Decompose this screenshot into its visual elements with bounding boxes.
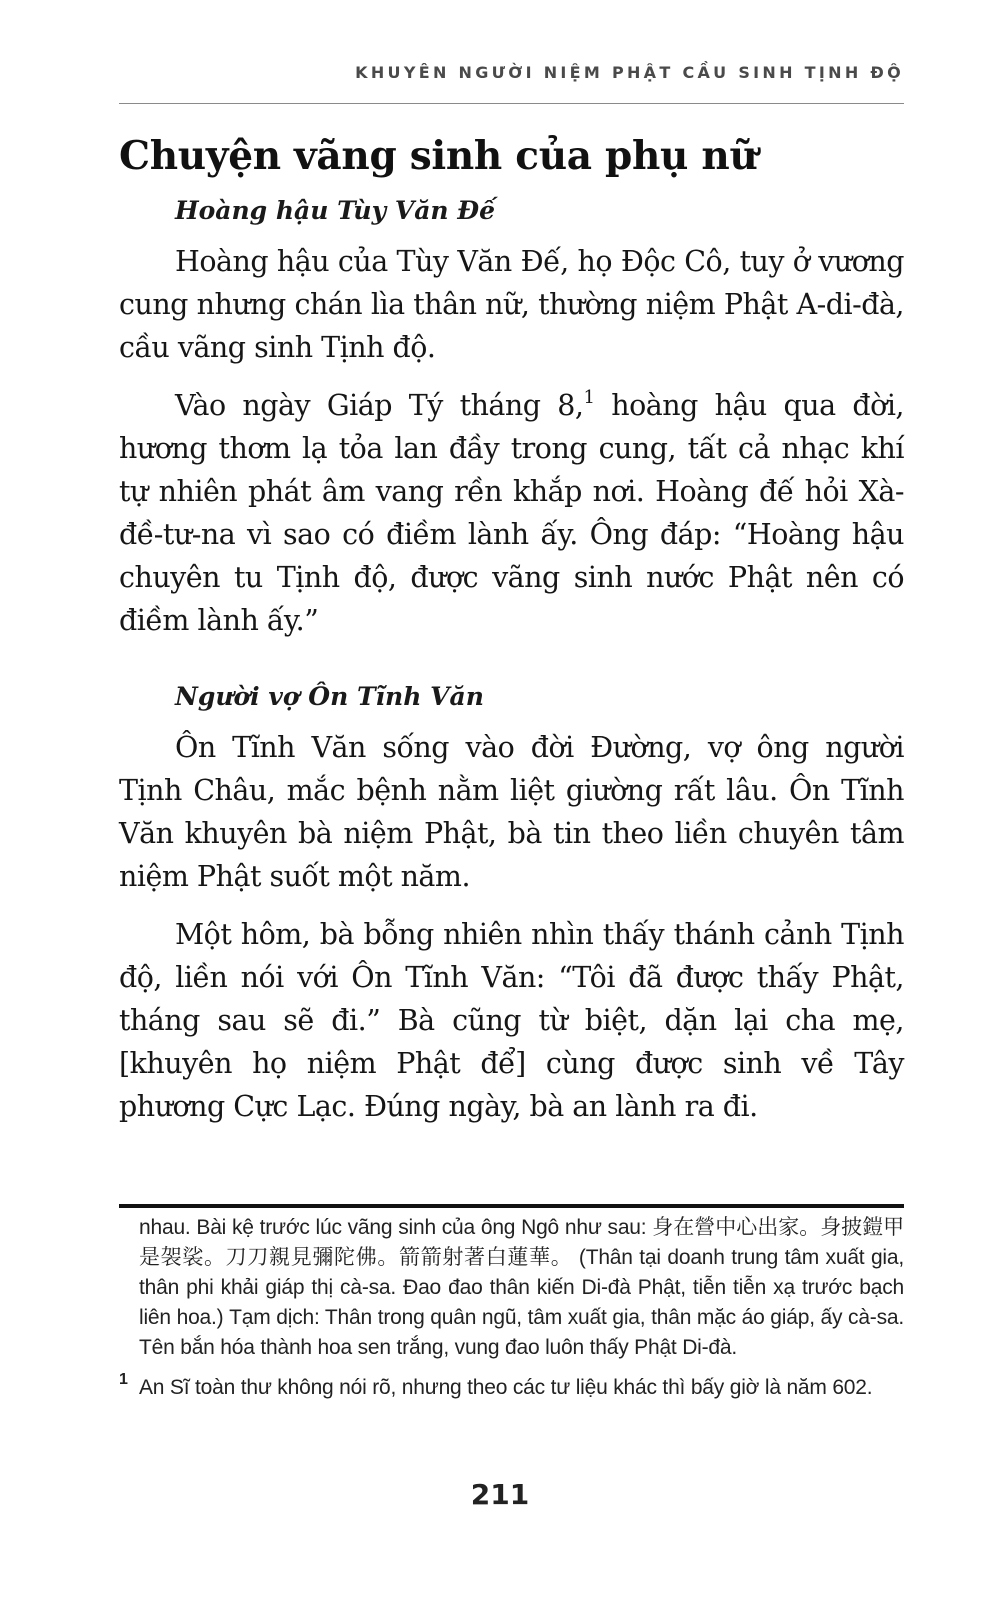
section-title-wife: Người vợ Ôn Tĩnh Văn bbox=[175, 682, 484, 711]
paragraph: Một hôm, bà bỗng nhiên nhìn thấy thánh cảnh Tịnh độ, liền nói với Ôn Tĩnh Văn: “Tôi đã được thấy Phật, tháng sau sẽ đi.” Bà cũng từ biệt, dặn lại cha mẹ, [khuyên họ niệm Phật để] cùng được sinh về Tây phương Cực Lạc. Đúng ngày, bà an lành ra đi. bbox=[119, 918, 904, 1123]
footnote-continued: nhau. Bài kệ trước lúc vãng sinh của ông Ngô như sau: 身在營中心出家。身披鎧甲是袈裟。刀刀親見彌陀佛。箭箭射著白蓮華。 (Thân tại doanh trung tâm xuất gia, thân phi khải giáp thị cà-sa. Đao đao thân kiến Di-đà Phật, tiễn tiễn xạ trước bạch liên hoa.) Tạm dịch: Thân trong quân ngũ, tâm xuất gia, thân mặc áo giáp, ấy cà-sa. Tên bắn hóa thành hoa sen trắng, vung đao luôn thấy Phật Di-đà. bbox=[139, 1216, 904, 1359]
paragraph-text: Vào ngày Giáp Tý tháng 8, bbox=[175, 389, 584, 422]
section-title-empress: Hoàng hậu Tùy Văn Đế bbox=[175, 196, 496, 225]
chapter-title: Chuyện vãng sinh của phụ nữ bbox=[119, 133, 758, 179]
main-text bbox=[119, 130, 904, 1143]
paragraph: Hoàng hậu của Tùy Văn Đế, họ Độc Cô, tuy ở vương cung nhưng chán lìa thân nữ, thường niệm Phật A-di-đà, cầu vãng sinh Tịnh độ. bbox=[119, 245, 904, 364]
paragraph: Ôn Tĩnh Văn sống vào đời Đường, vợ ông người Tịnh Châu, mắc bệnh nằm liệt giường rất lâu. Ôn Tĩnh Văn khuyên bà niệm Phật, bà tin theo liền chuyên tâm niệm Phật suốt một năm. bbox=[119, 731, 904, 893]
paragraph bbox=[119, 384, 904, 642]
paragraph-text: hoàng hậu qua đời, hương thơm lạ tỏa lan đầy trong cung, tất cả nhạc khí tự nhiên phát âm vang rền khắp nơi. Hoàng đế hỏi Xà-đề-tư-na vì sao có điềm lành ấy. Ông đáp: “Hoàng hậu chuyên tu Tịnh độ, được vãng sinh nước Phật nên có điềm lành ấy.” bbox=[119, 389, 904, 637]
footnote-1 bbox=[119, 1373, 904, 1403]
footnote-reference[interactable]: 1 bbox=[583, 387, 595, 408]
footnote-marker: 1 bbox=[119, 1371, 128, 1388]
footnotes bbox=[119, 1204, 904, 1403]
footnote-text: An Sĩ toàn thư không nói rõ, nhưng theo các tư liệu khác thì bấy giờ là năm 602. bbox=[139, 1376, 873, 1399]
running-head: KHUYÊN NGƯỜI NIỆM PHẬT CẦU SINH TỊNH ĐỘ bbox=[119, 60, 904, 104]
page-number: 211 bbox=[470, 1478, 530, 1511]
